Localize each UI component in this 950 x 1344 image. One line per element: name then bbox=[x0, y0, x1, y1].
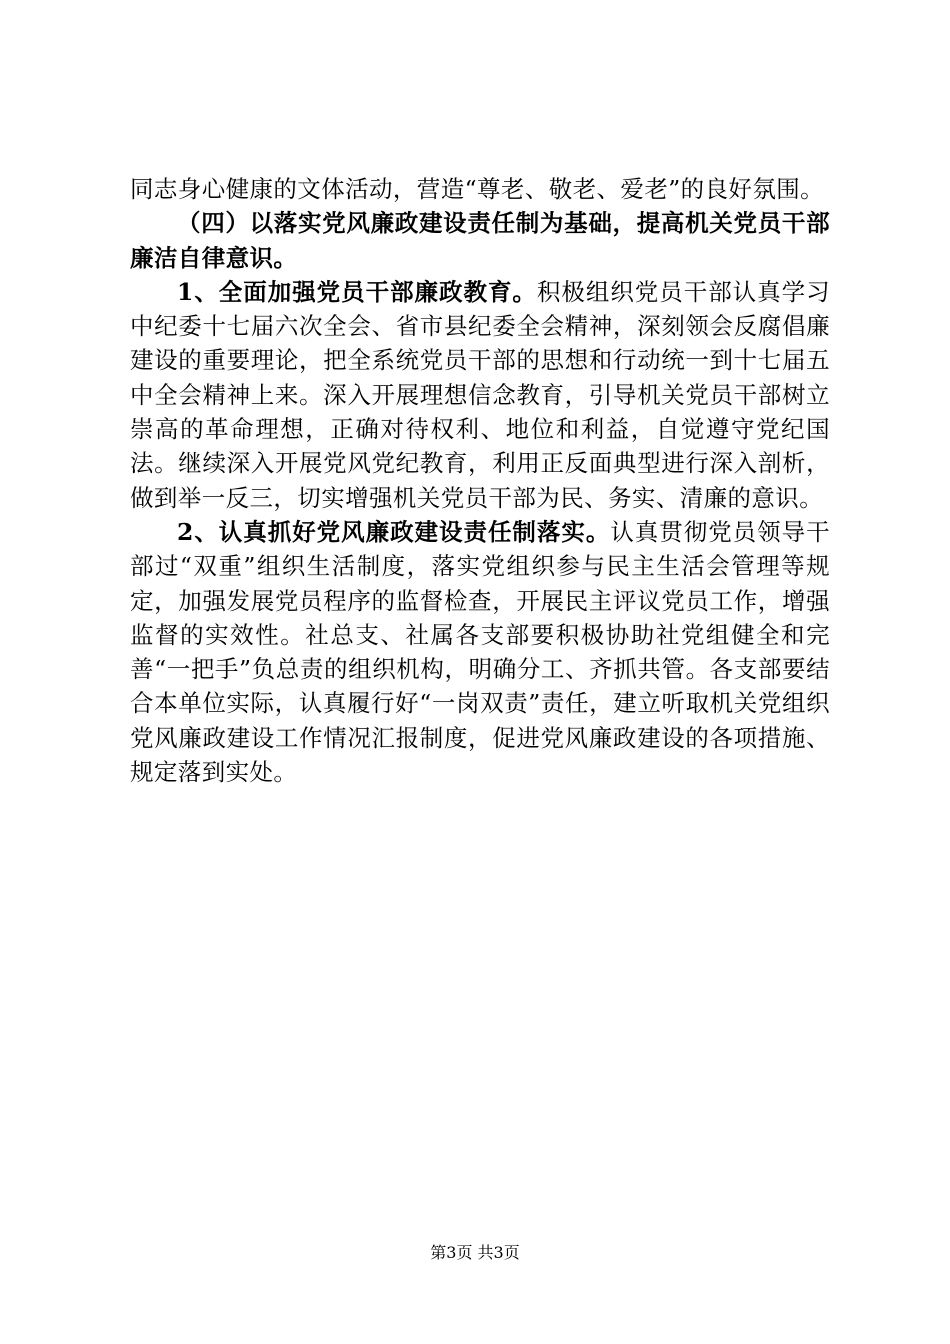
paragraph-text: 认真贯彻党员领导干部过“双重”组织生活制度，落实党组织参与民主生活会管理等规定，加强发展党员程序的监督检查，开展民主评议党员工作，增强监督的实效性。社总支、社属各支部要积极协助社党组健全和完善“一把手”负总责的组织机构，明确分工、齐抓共管。各支部要结合本单位实际，认真履行好“一岗双责”责任，建立听取机关党组织党风廉政建设工作情况汇报制度，促进党风廉政建设的各项措施、规定落到实处。 bbox=[130, 517, 830, 787]
paragraph-responsibility-system bbox=[130, 515, 830, 789]
paragraph-lead-bold: 2、认真抓好党风廉政建设责任制落实。 bbox=[177, 517, 611, 546]
paragraph-integrity-education bbox=[130, 275, 830, 515]
paragraph-text: 同志身心健康的文体活动，营造“尊老、敬老、爱老”的良好氛围。 bbox=[130, 175, 825, 203]
document-body bbox=[130, 172, 830, 789]
page-number-label: 第3页 共3页 bbox=[430, 1243, 520, 1262]
section-heading-text: （四）以落实党风廉政建设责任制为基础，提高机关党员干部廉洁自律意识。 bbox=[130, 209, 830, 272]
paragraph-elderly-activities bbox=[130, 172, 830, 206]
page-footer bbox=[0, 1243, 950, 1263]
section-heading-integrity bbox=[130, 206, 830, 275]
paragraph-lead-bold: 1、全面加强党员干部廉政教育。 bbox=[177, 277, 537, 306]
paragraph-text: 积极组织党员干部认真学习中纪委十七届六次全会、省市县纪委全会精神，深刻领会反腐倡廉建设的重要理论，把全系统党员干部的思想和行动统一到十七届五中全会精神上来。深入开展理想信念教育，引导机关党员干部树立崇高的革命理想，正确对待权利、地位和利益，自觉遵守党纪国法。继续深入开展党风党纪教育，利用正反面典型进行深入剖析，做到举一反三，切实增强机关党员干部为民、务实、清廉的意识。 bbox=[130, 277, 830, 512]
